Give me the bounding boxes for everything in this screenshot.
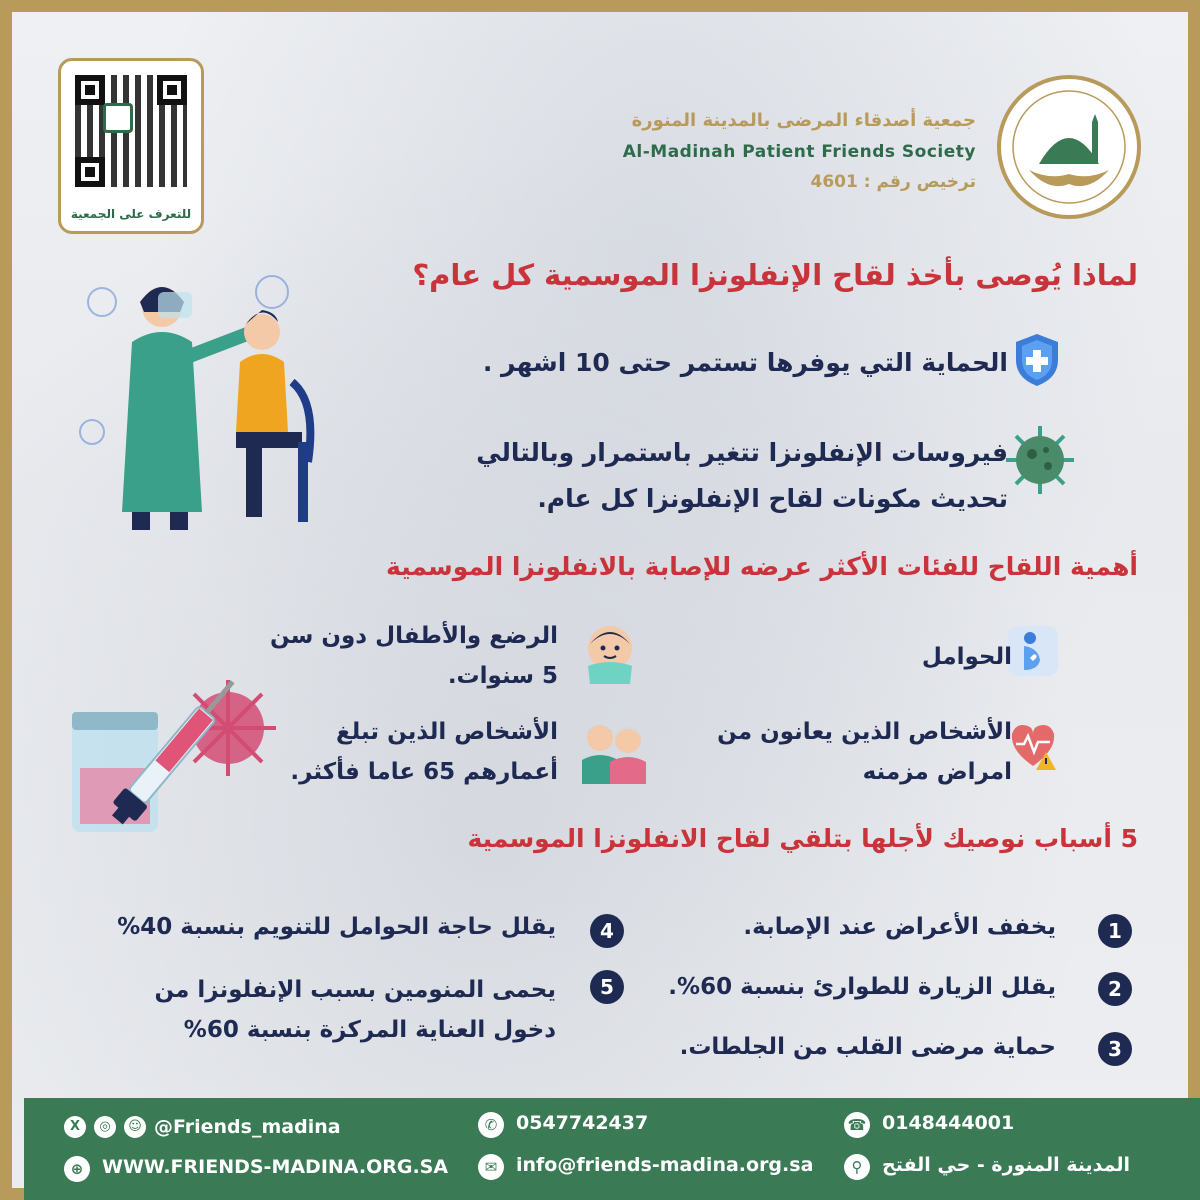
reason-number-badge: 4 [590, 914, 624, 948]
qr-code-card[interactable] [58, 58, 204, 234]
phone-number[interactable]: 0148444001 [882, 1112, 1015, 1134]
vaccine-syringe-illustration [58, 638, 278, 878]
phone-icon: ☎ [844, 1112, 870, 1138]
whatsapp-icon: ✆ [478, 1112, 504, 1138]
group-pregnant: الحوامل [921, 644, 1012, 670]
group-infants: الرضع والأطفال دون سن 5 سنوات. [270, 623, 558, 689]
location-pin-icon: ⚲ [844, 1154, 870, 1180]
five-reasons-heading: 5 أسباب نوصيك لأجلها بتلقي لقاح الانفلونزا الموسمية [467, 824, 1138, 853]
mosque-dome-icon [994, 72, 1144, 222]
heart-warning-icon [1006, 718, 1060, 772]
nurse-patient-illustration [62, 262, 332, 542]
qr-finder-mark [157, 75, 187, 105]
org-name-english: Al-Madinah Patient Friends Society [622, 142, 976, 162]
group-elderly: الأشخاص الذين تبلغ أعمارهم 65 عاما فأكثر. [290, 719, 558, 785]
reason-2: يقلل الزيارة للطوارئ بنسبة 60%. [668, 974, 1056, 1000]
syringe-icon [58, 638, 278, 878]
baby-icon [580, 622, 640, 684]
society-logo [994, 72, 1144, 222]
elderly-couple-icon [578, 718, 650, 784]
shield-icon [1014, 332, 1060, 388]
contact-footer [24, 1098, 1200, 1200]
reason-4: يقلل حاجة الحوامل للتنويم بنسبة 40% [117, 914, 556, 940]
reason-number-badge: 1 [1098, 914, 1132, 948]
whatsapp-number[interactable]: 0547742437 [516, 1112, 649, 1134]
social-handle[interactable]: @Friends_madina [154, 1116, 341, 1138]
website-link[interactable]: WWW.FRIENDS-MADINA.ORG.SA [102, 1156, 449, 1178]
main-heading: لماذا يُوصى بأخذ لقاح الإنفلونزا الموسمية كل عام؟ [412, 258, 1138, 292]
reason-3: حماية مرضى القلب من الجلطات. [679, 1034, 1056, 1060]
risk-groups-heading: أهمية اللقاح للفئات الأكثر عرضه للإصابة بالانفلونزا الموسمية [386, 552, 1138, 581]
reason-number-badge: 2 [1098, 972, 1132, 1006]
pregnant-icon [1008, 626, 1058, 676]
reason-number-badge: 5 [590, 970, 624, 1004]
x-twitter-icon[interactable]: X [64, 1116, 86, 1138]
globe-icon: ⊕ [64, 1156, 90, 1182]
point-protection: الحماية التي يوفرها تستمر حتى 10 اشهر . [482, 348, 1008, 377]
qr-logo-mark [103, 103, 133, 133]
snapchat-icon[interactable]: ☺ [124, 1116, 146, 1138]
reason-5: يحمى المنومين بسبب الإنفلونزا من دخول العناية المركزة بنسبة 60% [154, 977, 556, 1043]
qr-finder-mark [75, 157, 105, 187]
group-chronic-disease: الأشخاص الذين يعانون من امراض مزمنه [717, 719, 1012, 785]
reason-number-badge: 3 [1098, 1032, 1132, 1066]
location-address: المدينة المنورة - حي الفتح [882, 1154, 1131, 1176]
org-name-arabic: جمعية أصدقاء المرضى بالمدينة المنورة [631, 110, 976, 131]
qr-finder-mark [75, 75, 105, 105]
email-icon: ✉ [478, 1154, 504, 1180]
instagram-icon[interactable]: ◎ [94, 1116, 116, 1138]
swab-test-icon [62, 262, 332, 542]
virus-icon [1002, 422, 1078, 498]
qr-caption: للتعرف على الجمعية [70, 207, 192, 221]
reason-1: يخفف الأعراض عند الإصابة. [743, 914, 1056, 940]
license-number: ترخيص رقم : 4601 [810, 172, 976, 192]
point-virus-change: فيروسات الإنفلونزا تتغير باستمرار وبالتالي تحديث مكونات لقاح الإنفلونزا كل عام. [476, 438, 1008, 513]
email-link[interactable]: info@friends-madina.org.sa [516, 1154, 814, 1176]
